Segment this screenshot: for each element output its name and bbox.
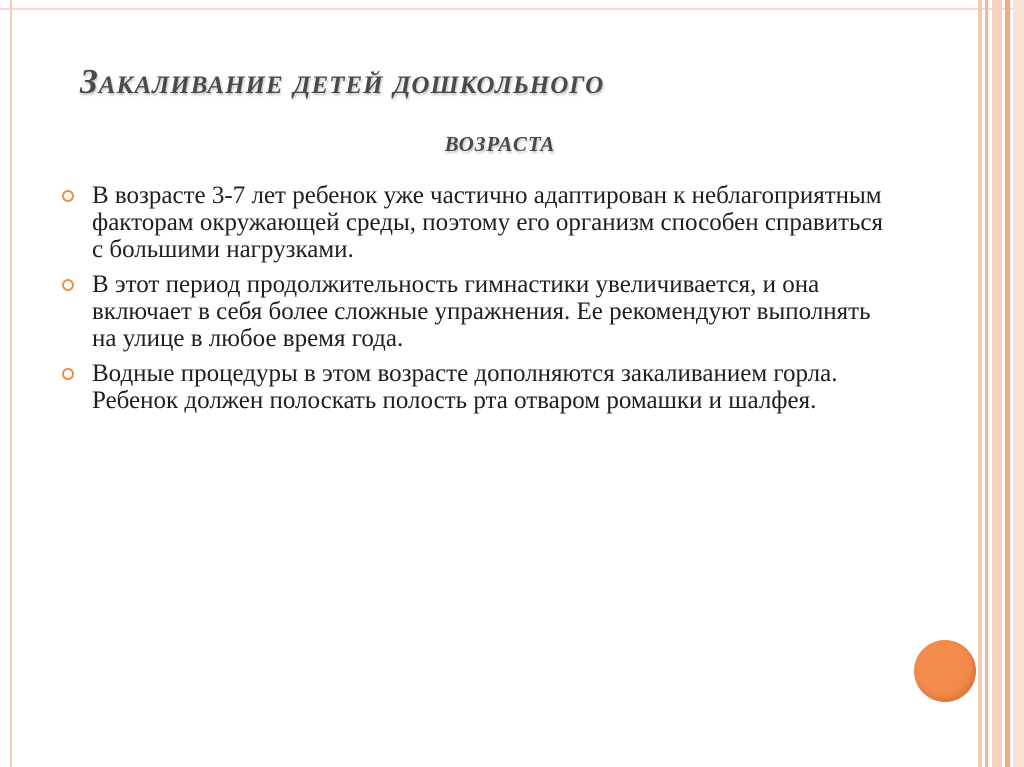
top-border-line: [0, 8, 1024, 10]
ring-bullet-icon: [62, 368, 74, 380]
decorative-circle: [914, 640, 976, 702]
bullet-item: [60, 182, 900, 263]
decorative-stripe: [978, 0, 982, 767]
slide-title-line-2: возраста: [444, 125, 556, 158]
decorative-stripe: [985, 0, 988, 767]
slide-title-line-1: Закаливание детей дошкольного: [80, 62, 605, 101]
decorative-stripe: [1005, 0, 1010, 767]
bullet-list: [60, 182, 900, 422]
decorative-stripe: [992, 0, 1002, 767]
bullet-text: В возрасте 3-7 лет ребенок уже частично адаптирован к неблагоприятным факторам окружающей среды, поэтому его организм способен справиться с большими нагрузками.: [92, 182, 884, 263]
ring-bullet-icon: [62, 190, 74, 202]
bullet-item: [60, 360, 900, 414]
decorative-stripe: [1013, 0, 1024, 767]
bullet-text: В этот период продолжительность гимнастики увеличивается, и она включает в себя более сложные упражнения. Ее рекомендуют выполнять на улице в любое время года.: [92, 271, 871, 352]
left-border-line: [10, 0, 12, 767]
bullet-text: Водные процедуры в этом возрасте дополняются закаливанием горла. Ребенок должен полоскать полость рта отваром ромашки и шалфея.: [92, 360, 838, 414]
ring-bullet-icon: [62, 279, 74, 291]
slide-title: [70, 52, 930, 172]
bullet-item: [60, 271, 900, 352]
